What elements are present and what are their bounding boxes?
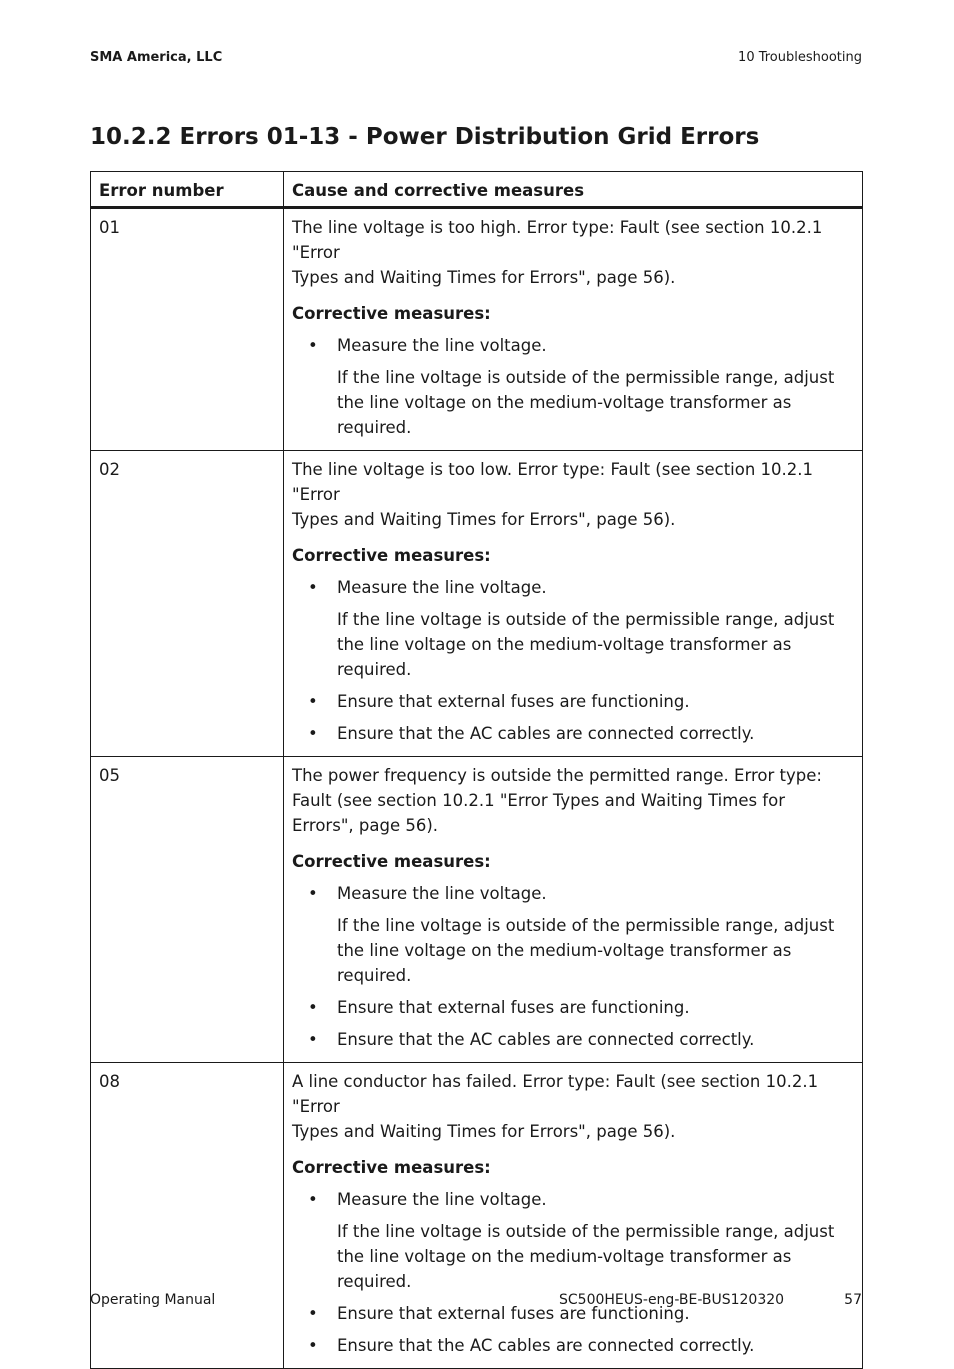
cause-cell — [284, 1063, 863, 1369]
cause-line: Fault (see section 10.2.1 "Error Types and Waiting Times for — [292, 791, 785, 810]
bullet-icon: • — [308, 692, 318, 711]
bullet-icon: • — [308, 998, 318, 1017]
list-item — [292, 1027, 854, 1052]
corrective-measures-heading: Corrective measures: — [292, 852, 491, 871]
measure-text: Ensure that the AC cables are connected correctly. — [337, 724, 755, 743]
measure-detail: If the line voltage is outside of the permissible range, adjust the line voltage on the medium-voltage transformer as required. — [337, 368, 835, 437]
cause-cell — [284, 451, 863, 757]
cause-line: Types and Waiting Times for Errors", page 56). — [292, 1122, 676, 1141]
bullet-icon: • — [308, 1336, 318, 1355]
column-header-error-number: Error number — [91, 172, 284, 208]
corrective-measures-heading: Corrective measures: — [292, 1158, 491, 1177]
measure-text: Measure the line voltage. — [337, 1190, 547, 1209]
error-cause — [292, 457, 854, 532]
error-cause — [292, 215, 854, 290]
list-item — [292, 689, 854, 714]
error-number: 02 — [91, 451, 284, 757]
list-item — [292, 881, 854, 988]
table-row — [91, 208, 863, 451]
error-cause — [292, 763, 854, 838]
measure-text: Measure the line voltage. — [337, 336, 547, 355]
bullet-icon: • — [308, 578, 318, 597]
measure-text: Ensure that the AC cables are connected correctly. — [337, 1336, 755, 1355]
measure-text: Measure the line voltage. — [337, 578, 547, 597]
bullet-icon: • — [308, 884, 318, 903]
error-number: 08 — [91, 1063, 284, 1369]
error-number: 05 — [91, 757, 284, 1063]
bullet-icon: • — [308, 1304, 318, 1323]
corrective-measures-list — [292, 333, 854, 440]
measure-text: Ensure that external fuses are functioning. — [337, 998, 690, 1017]
error-cause — [292, 1069, 854, 1144]
measure-detail: If the line voltage is outside of the permissible range, adjust the line voltage on the medium-voltage transformer as required. — [337, 1222, 835, 1291]
table-header-row — [91, 172, 863, 208]
measure-text: Ensure that the AC cables are connected correctly. — [337, 1030, 755, 1049]
cause-line: Errors", page 56). — [292, 816, 439, 835]
cause-cell — [284, 757, 863, 1063]
table-row — [91, 757, 863, 1063]
measure-text: Measure the line voltage. — [337, 884, 547, 903]
bullet-icon: • — [308, 1030, 318, 1049]
cause-line: The power frequency is outside the permitted range. Error type: — [292, 766, 822, 785]
bullet-icon: • — [308, 336, 318, 355]
error-number: 01 — [91, 208, 284, 451]
header-company: SMA America, LLC — [90, 50, 223, 65]
footer-page-number: 57 — [844, 1292, 862, 1308]
header-section: 10 Troubleshooting — [738, 50, 862, 65]
footer-doc-code: SC500HEUS-eng-BE-BUS120320 — [559, 1292, 785, 1308]
list-item — [292, 995, 854, 1020]
footer-doc-type: Operating Manual — [90, 1292, 216, 1308]
bullet-icon: • — [308, 724, 318, 743]
cause-cell — [284, 208, 863, 451]
corrective-measures-list — [292, 1187, 854, 1358]
table-row — [91, 451, 863, 757]
page-title: 10.2.2 Errors 01-13 - Power Distribution Grid Errors — [90, 124, 760, 150]
corrective-measures-list — [292, 575, 854, 746]
table-row — [91, 1063, 863, 1369]
corrective-measures-heading: Corrective measures: — [292, 546, 491, 565]
list-item — [292, 333, 854, 440]
measure-text: Ensure that external fuses are functioning. — [337, 1304, 690, 1323]
cause-line: The line voltage is too high. Error type: Fault (see section 10.2.1 "Error — [292, 218, 823, 262]
table-body — [91, 208, 863, 1369]
cause-line: Types and Waiting Times for Errors", page 56). — [292, 268, 676, 287]
corrective-measures-heading: Corrective measures: — [292, 304, 491, 323]
list-item — [292, 575, 854, 682]
list-item — [292, 1187, 854, 1294]
errors-table — [90, 171, 863, 1369]
cause-line: A line conductor has failed. Error type: Fault (see section 10.2.1 "Error — [292, 1072, 819, 1116]
measure-detail: If the line voltage is outside of the permissible range, adjust the line voltage on the medium-voltage transformer as required. — [337, 610, 835, 679]
list-item — [292, 1333, 854, 1358]
cause-line: Types and Waiting Times for Errors", page 56). — [292, 510, 676, 529]
cause-line: The line voltage is too low. Error type: Fault (see section 10.2.1 "Error — [292, 460, 814, 504]
corrective-measures-list — [292, 881, 854, 1052]
measure-detail: If the line voltage is outside of the permissible range, adjust the line voltage on the medium-voltage transformer as required. — [337, 916, 835, 985]
bullet-icon: • — [308, 1190, 318, 1209]
list-item — [292, 721, 854, 746]
measure-text: Ensure that external fuses are functioning. — [337, 692, 690, 711]
column-header-cause: Cause and corrective measures — [284, 172, 863, 208]
